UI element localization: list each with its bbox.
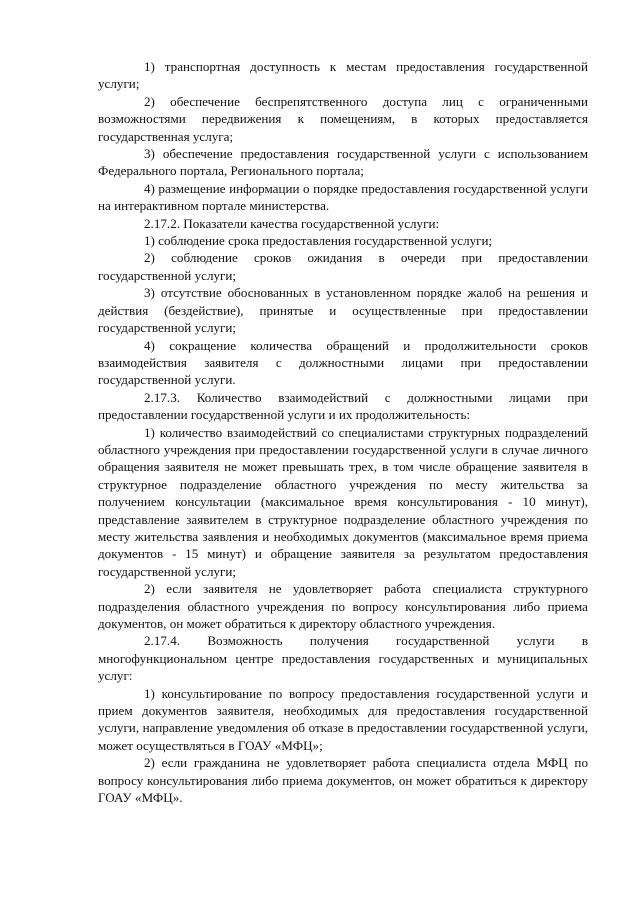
item-mfc-appeal: 2) если гражданина не удовлетворяет работа специалиста отдела МФЦ по вопросу консультирования либо приема документов, он может обратиться к директору ГОАУ «МФЦ».	[98, 755, 588, 806]
item-transport-accessibility: 1) транспортная доступность к местам предоставления государственной услуги;	[98, 59, 588, 92]
item-interaction-count: 1) количество взаимодействий со специалистами структурных подразделений областного учреждения при предоставлении государственной услуги в случае личного обращения заявителя не может превышать трех, в том числе обращение заявителя в структурное подразделение областного учреждения по месту жительства за получением консультации (максимальное время консультирования - 10 минут), представление заявителем в структурное подразделение областного учреждения по месту жительства заявления и необходимых документов (максимальное время приема документов - 15 минут) и обращение заявителя за результатом предоставления государственной услуги;	[98, 424, 588, 579]
item-mfc-consultation: 1) консультирование по вопросу предоставления государственной услуги и прием документов заявителя, необходимых для предоставления государственной услуги, направление уведомления об отказе в предоставлении государственной услуги, может осуществляться в ГОАУ «МФЦ»;	[98, 685, 588, 753]
item-queue-wait: 2) соблюдение сроков ожидания в очереди при предоставлении государственной услуги;	[98, 250, 588, 283]
item-no-complaints: 3) отсутствие обоснованных в установленном порядке жалоб на решения и действия (бездействие), принятые и осуществленные при предоставлении государственной услуги;	[98, 285, 588, 336]
section-2-17-3-heading: 2.17.3. Количество взаимодействий с должностными лицами при предоставлении государственной услуги и их продолжительность:	[98, 389, 588, 423]
section-2-17-4-heading: 2.17.4. Возможность получения государственной услуги в многофункциональном центре предоставления государственных и муниципальных услуг:	[98, 633, 588, 684]
item-unobstructed-access: 2) обеспечение беспрепятственного доступа лиц с ограниченными возможностями передвижения к помещениям, в которых предоставляется государственная услуга;	[98, 93, 588, 144]
item-info-placement: 4) размещение информации о порядке предоставления государственной услуги на интерактивном портале министерства.	[98, 180, 588, 214]
item-deadline-compliance: 1) соблюдение срока предоставления государственной услуги;	[144, 233, 493, 249]
item-reduce-interactions: 4) сокращение количества обращений и продолжительности сроков взаимодействия заявителя с должностными лицами при предоставлении государственной услуги.	[98, 337, 588, 388]
section-2-17-2-heading: 2.17.2. Показатели качества государственной услуги:	[144, 215, 440, 231]
item-appeal-director: 2) если заявителя не удовлетворяет работа специалиста структурного подразделения областного учреждения по вопросу консультирования либо приема документов, он может обратиться к директору областного учреждения.	[98, 581, 588, 631]
item-portal-provision: 3) обеспечение предоставления государственной услуги с использованием Федерального портала, Регионального портала;	[98, 146, 588, 179]
document-body	[98, 58, 588, 806]
